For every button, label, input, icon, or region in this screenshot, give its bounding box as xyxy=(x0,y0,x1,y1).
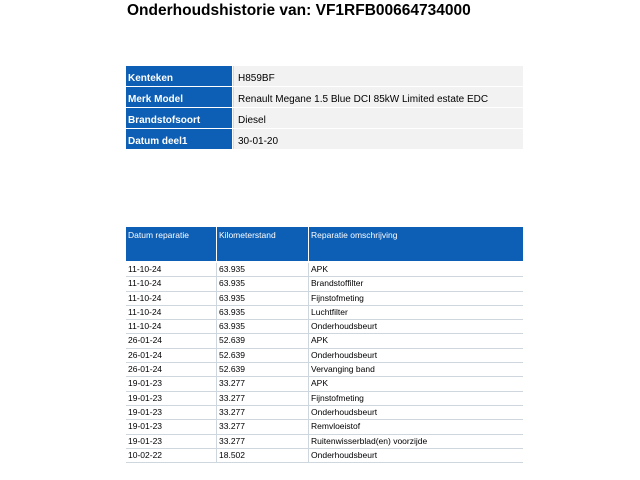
table-row xyxy=(126,406,523,420)
cell-omschrijving: APK xyxy=(311,378,329,389)
table-row xyxy=(126,334,523,348)
column-header-datum: Datum reparatie xyxy=(126,227,217,261)
table-row xyxy=(126,377,523,391)
vehicle-row-merk-model xyxy=(126,87,523,107)
cell-datum: 19-01-23 xyxy=(126,377,217,390)
cell-omschrijving: Onderhoudsbeurt xyxy=(311,349,378,360)
cell-kilometerstand: 33.277 xyxy=(217,435,309,448)
cell-omschrijving: Onderhoudsbeurt xyxy=(311,406,378,417)
cell-kilometerstand: 52.639 xyxy=(217,349,309,362)
cell-kilometerstand: 18.502 xyxy=(217,449,309,462)
table-header xyxy=(126,227,523,261)
cell-datum: 11-10-24 xyxy=(126,320,217,333)
cell-kilometerstand: 33.277 xyxy=(217,377,309,390)
cell-kilometerstand: 33.277 xyxy=(217,420,309,433)
cell-omschrijving: Onderhoudsbeurt xyxy=(311,449,378,460)
cell-kilometerstand: 63.935 xyxy=(217,263,309,276)
cell-omschrijving: Remvloeistof xyxy=(311,421,361,432)
cell-datum: 19-01-23 xyxy=(126,406,217,419)
cell-datum: 11-10-24 xyxy=(126,277,217,290)
table-row xyxy=(126,435,523,449)
page-title: Onderhoudshistorie van: VF1RFB00664734000 xyxy=(127,2,471,19)
table-row xyxy=(126,263,523,277)
table-row xyxy=(126,449,523,463)
cell-datum: 10-02-22 xyxy=(126,449,217,462)
cell-datum: 11-10-24 xyxy=(126,306,217,319)
table-row xyxy=(126,363,523,377)
column-header-omschrijving: Reparatie omschrijving xyxy=(311,230,398,240)
info-label: Kenteken xyxy=(126,66,233,86)
cell-kilometerstand: 63.935 xyxy=(217,277,309,290)
cell-datum: 11-10-24 xyxy=(126,263,217,276)
cell-kilometerstand: 33.277 xyxy=(217,392,309,405)
table-row xyxy=(126,320,523,334)
info-value: H859BF xyxy=(233,66,523,86)
cell-datum: 26-01-24 xyxy=(126,349,217,362)
info-label: Brandstofsoort xyxy=(126,108,233,128)
cell-datum: 26-01-24 xyxy=(126,334,217,347)
table-row xyxy=(126,306,523,320)
cell-omschrijving: APK xyxy=(311,264,329,274)
table-row xyxy=(126,392,523,406)
info-value: Diesel xyxy=(233,108,523,128)
table-row xyxy=(126,420,523,434)
cell-omschrijving: Ruitenwisserblad(en) voorzijde xyxy=(311,435,428,446)
vehicle-info-table xyxy=(126,66,523,150)
table-body xyxy=(126,263,523,463)
cell-datum: 19-01-23 xyxy=(126,420,217,433)
info-value: Renault Megane 1.5 Blue DCI 85kW Limited estate EDC xyxy=(233,87,523,107)
info-value: 30-01-20 xyxy=(233,129,523,149)
cell-kilometerstand: 63.935 xyxy=(217,320,309,333)
cell-datum: 11-10-24 xyxy=(126,292,217,305)
info-label: Merk Model xyxy=(126,87,233,107)
cell-kilometerstand: 52.639 xyxy=(217,334,309,347)
cell-datum: 19-01-23 xyxy=(126,435,217,448)
cell-omschrijving: Fijnstofmeting xyxy=(311,292,364,303)
table-row xyxy=(126,292,523,306)
vehicle-row-kenteken xyxy=(126,66,523,86)
table-row xyxy=(126,277,523,291)
cell-omschrijving: Luchtfilter xyxy=(311,306,348,317)
column-header-kilometerstand: Kilometerstand xyxy=(217,227,309,261)
cell-kilometerstand: 33.277 xyxy=(217,406,309,419)
cell-omschrijving: APK xyxy=(311,335,329,346)
cell-kilometerstand: 52.639 xyxy=(217,363,309,376)
maintenance-history-table xyxy=(126,227,523,463)
info-label: Datum deel1 xyxy=(126,129,233,149)
cell-datum: 19-01-23 xyxy=(126,392,217,405)
vehicle-row-datum-deel1 xyxy=(126,129,523,149)
cell-datum: 26-01-24 xyxy=(126,363,217,376)
vehicle-row-brandstofsoort xyxy=(126,108,523,128)
cell-omschrijving: Fijnstofmeting xyxy=(311,392,364,403)
table-row xyxy=(126,349,523,363)
cell-omschrijving: Brandstoffilter xyxy=(311,278,364,289)
cell-kilometerstand: 63.935 xyxy=(217,292,309,305)
cell-omschrijving: Onderhoudsbeurt xyxy=(311,321,378,332)
cell-kilometerstand: 63.935 xyxy=(217,306,309,319)
cell-omschrijving: Vervanging band xyxy=(311,364,375,375)
